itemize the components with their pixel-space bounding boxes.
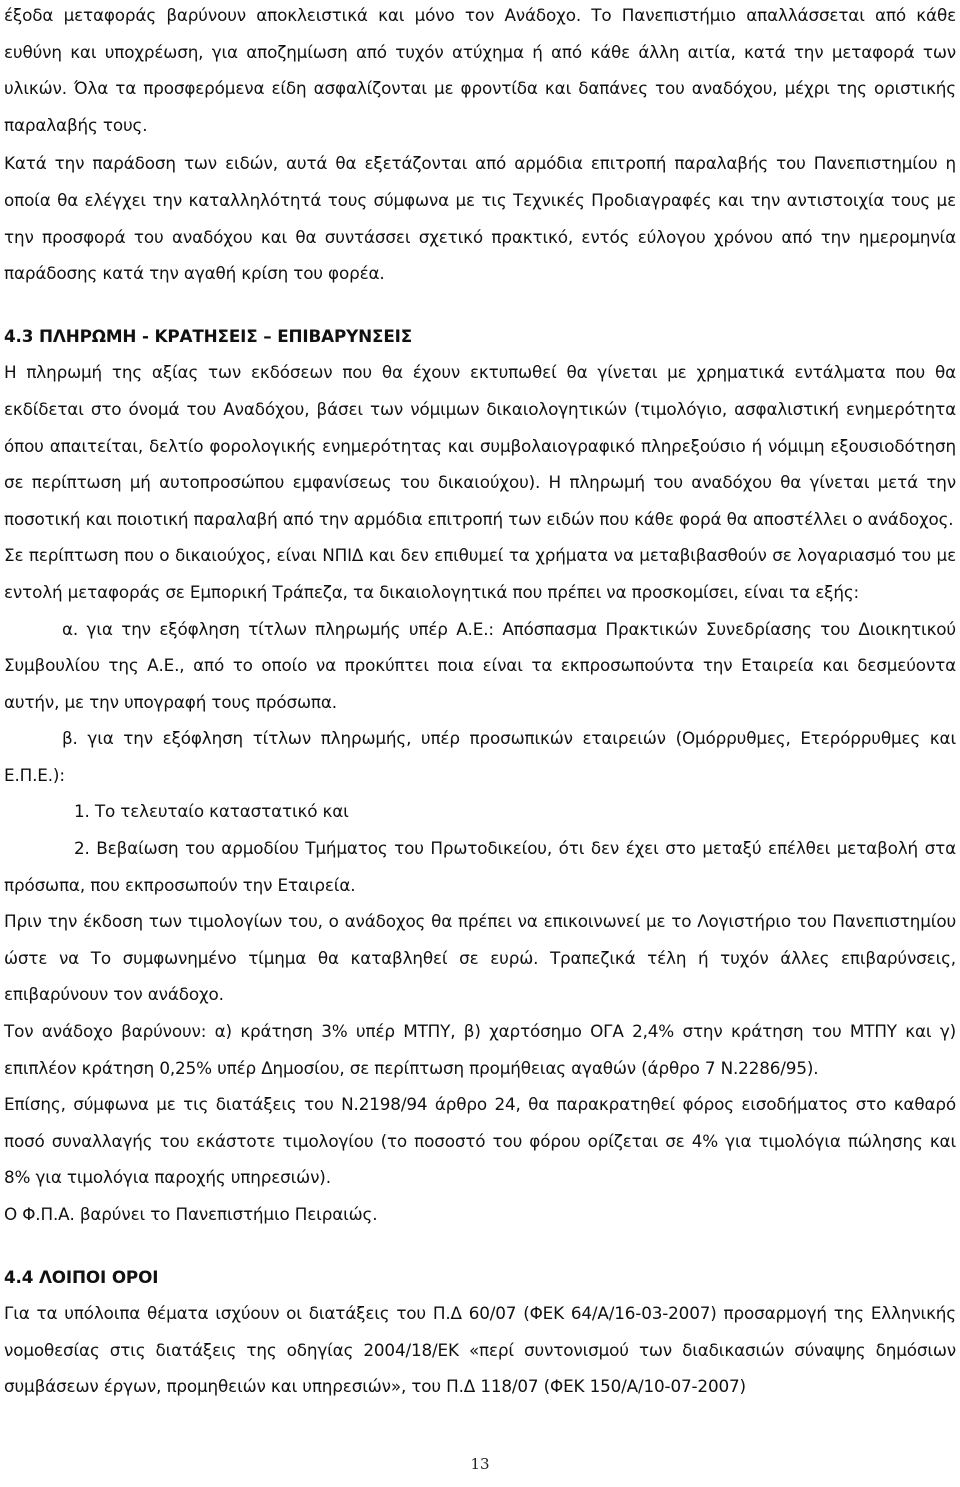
- paragraph-vat: Ο Φ.Π.Α. βαρύνει το Πανεπιστήμιο Πειραιώς.: [4, 1204, 378, 1224]
- list-item-b1: 1. Το τελευταίο καταστατικό και: [74, 801, 349, 822]
- list-item-b: β. για την εξόφληση τίτλων πληρωμής, υπέρ προσωπικών εταιρειών (Ομόρρυθμες, Ετερόρρυθμες και Ε.Π.Ε.):: [4, 728, 956, 785]
- section-heading-payment: 4.3 ΠΛΗΡΩΜΗ - ΚΡΑΤΗΣΕΙΣ – ΕΠΙΒΑΡΥΝΣΕΙΣ: [4, 325, 413, 346]
- paragraph-invoicing: Πριν την έκδοση των τιμολογίων του, ο ανάδοχος θα πρέπει να επικοινωνεί με το Λογιστήριο του Πανεπιστημίου ώστε να Το συμφωνημένο τίμημα θα καταβληθεί σε ευρώ. Τραπεζικά τέλη ή τυχόν άλλες επιβαρύνσεις, επιβαρύνουν τον ανάδοχο.: [4, 911, 956, 1005]
- paragraph-deductions: Τον ανάδοχο βαρύνουν: α) κράτηση 3% υπέρ ΜΤΠΥ, β) χαρτόσημο ΟΓΑ 2,4% στην κράτηση του ΜΤΠΥ και γ) επιπλέον κράτηση 0,25% υπέρ Δημοσίου, σε περίπτωση προμήθειας αγαθών (άρθρο 7 Ν.2286/95).: [4, 1021, 956, 1078]
- paragraph-payment-method: Η πληρωμή της αξίας των εκδόσεων που θα έχουν εκτυπωθεί θα γίνεται με χρηματικά εντάλματα που θα εκδίδεται στο όνομά του Αναδόχου, βάσει των νόμιμων δικαιολογητικών (τιμολόγιο, ασφαλιστική ενημερότητα όπου απαιτείται, δελτίο φορολογικής ενημερότητας και συμβολαιογραφικό πληρεξούσιο ή νόμιμη εξουσιοδότηση σε περίπτωση μή αυτοπροσώπου εμφανίσεως του δικαιούχου). Η πληρωμή του αναδόχου θα γίνεται μετά την ποσοτική και ποιοτική παραλαβή από την αρμόδια επιτροπή των ειδών που κάθε φορά θα αποστέλλει ο ανάδοχος.: [4, 362, 956, 529]
- paragraph-income-tax: Επίσης, σύμφωνα με τις διατάξεις του Ν.2198/94 άρθρο 24, θα παρακρατηθεί φόρος εισοδήματος στο καθαρό ποσό συναλλαγής του εκάστοτε τιμολογίου (το ποσοστό του φόρου ορίζεται σε 4% για τιμολόγια πώλησης και 8% για τιμολόγια παροχής υπηρεσιών).: [4, 1094, 956, 1188]
- paragraph-other-terms: Για τα υπόλοιπα θέματα ισχύουν οι διατάξεις του Π.Δ 60/07 (ΦΕΚ 64/Α/16-03-2007) προσαρμογή της Ελληνικής νομοθεσίας στις διατάξεις της οδηγίας 2004/18/ΕΚ «περί συντονισμού των διαδικασιών σύναψης δημόσιων συμβάσεων έργων, προμηθειών και υπηρεσιών», του Π.Δ 118/07 (ΦΕΚ 150/Α/10-07-2007): [4, 1303, 956, 1397]
- paragraph-delivery-costs: έξοδα μεταφοράς βαρύνουν αποκλειστικά και μόνο τον Ανάδοχο. Το Πανεπιστήμιο απαλλάσσεται από κάθε ευθύνη και υποχρέωση, για αποζημίωση από τυχόν ατύχημα ή από κάθε άλλη αιτία, κατά την μεταφορά των υλικών. Όλα τα προσφερόμενα είδη ασφαλίζονται με φροντίδα και δαπάνες του αναδόχου, μέχρι της οριστικής παραλαβής τους.: [4, 5, 956, 135]
- page-number: 13: [470, 1455, 490, 1473]
- paragraph-delivery-inspection: Κατά την παράδοση των ειδών, αυτά θα εξετάζονται από αρμόδια επιτροπή παραλαβής του Πανεπιστημίου η οποία θα ελέγχει την καταλληλότητά τους σύμφωνα με τις Τεχνικές Προδιαγραφές και την αντιστοιχία τους με την προσφορά του αναδόχου και θα συντάσσει σχετικό πρακτικό, εντός εύλογου χρόνου από την ημερομηνία παράδοσης κατά την αγαθή κρίση του φορέα.: [4, 153, 956, 284]
- document-page: [4, 0, 956, 1405]
- list-item-b2: 2. Βεβαίωση του αρμοδίου Τμήματος του Πρωτοδικείου, ότι δεν έχει στο μεταξύ επέλθει μεταβολή στα πρόσωπα, που εκπροσωπούν την Εταιρεία.: [4, 838, 956, 895]
- list-item-a: α. για την εξόφληση τίτλων πληρωμής υπέρ Α.Ε.: Απόσπασμα Πρακτικών Συνεδρίασης του Διοικητικού Συμβουλίου της Α.Ε., από το οποίο να προκύπτει ποια είναι τα εκπροσωπούντα την Εταιρεία και δεσμεύοντα αυτήν, με την υπογραφή τους πρόσωπα.: [4, 618, 956, 712]
- section-heading-other-terms: 4.4 ΛΟΙΠΟΙ ΟΡΟΙ: [4, 1266, 159, 1287]
- paragraph-legal-entity-docs: Σε περίπτωση που ο δικαιούχος, είναι ΝΠΙΔ και δεν επιθυμεί τα χρήματα να μεταβιβασθούν σε λογαριασμό του με εντολή μεταφοράς σε Εμπορική Τράπεζα, τα δικαιολογητικά που πρέπει να προσκομίσει, είναι τα εξής:: [4, 545, 956, 602]
